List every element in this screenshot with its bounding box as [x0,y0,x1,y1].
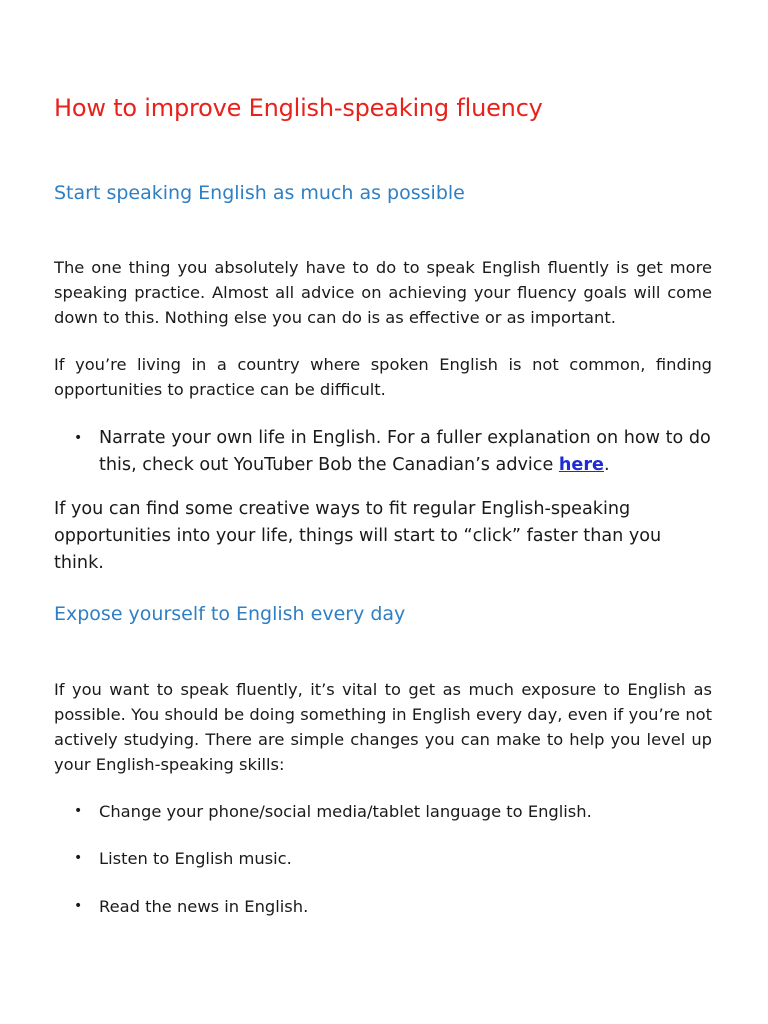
bullet-marker: • [74,430,83,446]
list-item-narrate [74,425,714,479]
bullet-marker: • [74,803,83,819]
list-item-text-before-link: Narrate your own life in English. For a fuller explanation on how to do this, check out YouTuber Bob the Canadian’s advice [99,428,711,475]
paragraph-finding-opportunities: If you’re living in a country where spoken English is not common, finding opportunities to practice can be difficult. [54,355,712,399]
paragraph-creative-ways: If you can find some creative ways to fit regular English-speaking opportunities into your life, things will start to “click” faster than you think. [54,499,662,573]
page-title: How to improve English-speaking fluency [54,94,543,122]
paragraph-speaking-practice: The one thing you absolutely have to do to speak English fluently is get more speaking practice. Almost all advice on achieving your fluency goals will come down to this. Nothing else you can do is as effective or as important. [54,258,712,327]
section-heading-exposure: Expose yourself to English every day [54,603,406,625]
section-heading-speaking: Start speaking English as much as possible [54,182,465,204]
list-item-news [74,894,714,919]
list-item-text: Listen to English music. [99,849,292,868]
bullet-marker: • [74,850,83,866]
list-item-text [99,425,714,479]
list-item-phone-language [74,799,714,824]
bullet-marker: • [74,898,83,914]
list-item-text: Read the news in English. [99,897,309,916]
list-item-text-after-link: . [603,455,610,475]
paragraph-exposure: If you want to speak fluently, it’s vital to get as much exposure to English as possible. You should be doing something in English every day, even if you’re not actively studying. There are simple changes you can make to help you level up your English-speaking skills: [54,680,712,774]
here-link[interactable]: here [558,455,604,475]
list-item-text: Change your phone/social media/tablet language to English. [99,802,592,821]
list-item-music [74,846,714,871]
